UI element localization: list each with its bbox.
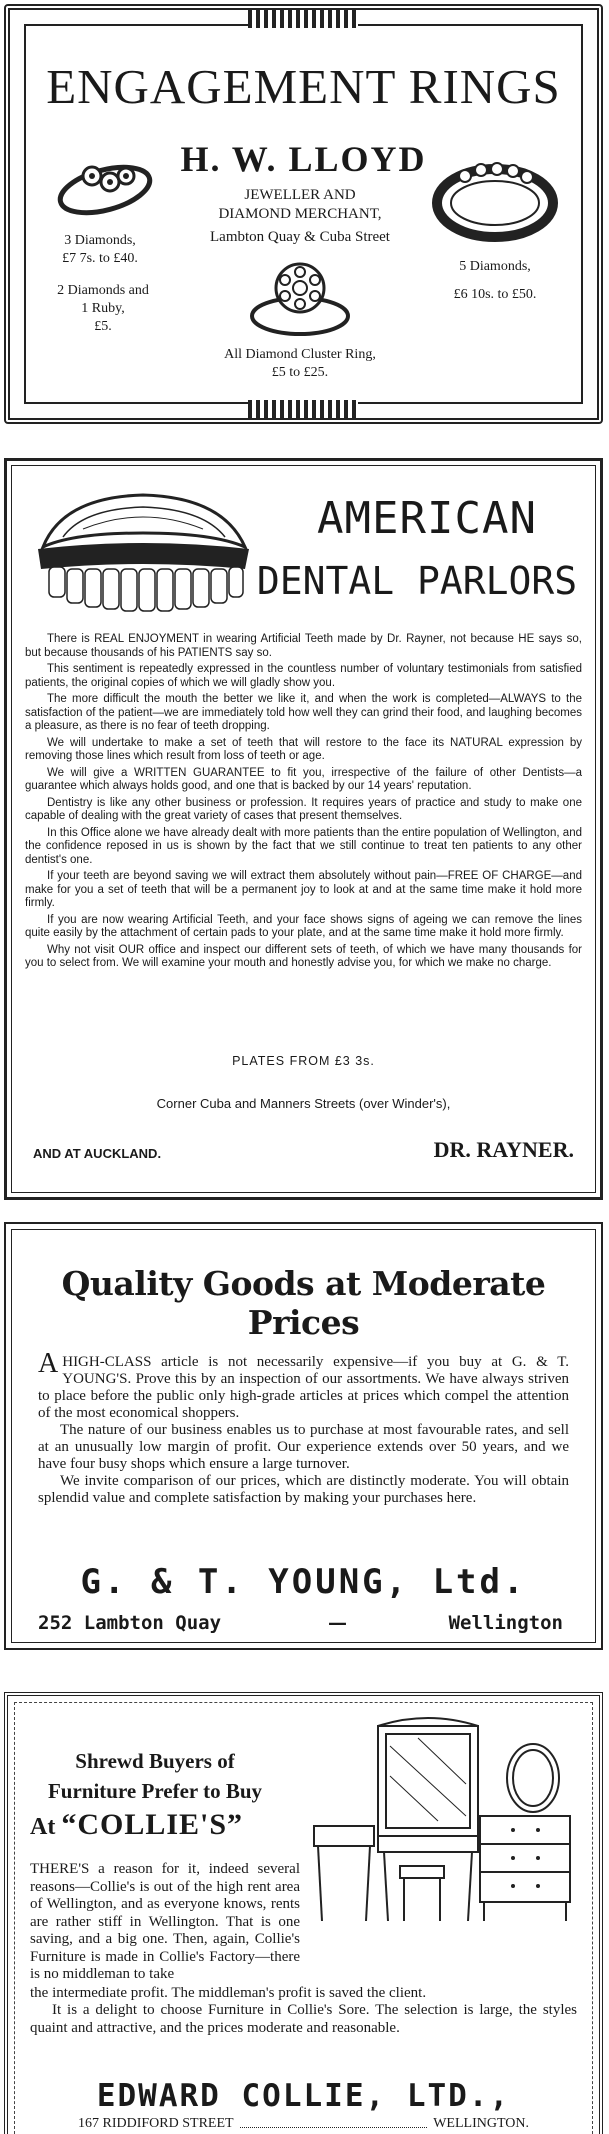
collie-heading-line: Furniture Prefer to Buy (47, 1779, 263, 1803)
quality-paragraph: The nature of our business enables us to purchase at most favourable rates, and sell at an unusually low margin of profit. Our experience extends over 50 years, and we have four busy shops which ensure a large turnover. (38, 1422, 569, 1472)
young-city: Wellington (448, 1612, 563, 1634)
caption-line: All Diamond Cluster Ring, (224, 347, 376, 362)
ad1-headline: ENGAGEMENT RINGS (46, 59, 561, 114)
dental-paragraph: In this Office alone we have already dealt with more patients than the entire population of Wellington, and the confidence reposed in us is shown by the fact that we still continue to treat ten patients to any other dentist's one. (25, 826, 582, 866)
caption-line: £7 7s. to £40. (62, 251, 138, 266)
ring-left-icon (50, 148, 160, 228)
dental-paragraph: The more difficult the mouth the better we like it, and when the work is completed—ALWAYS to the satisfaction of the patient—we are immediately told how well they can grind their food, and laughing becomes a pleasure, as there is no fear of teeth dropping. (25, 693, 582, 732)
caption-line: £6 10s. to £50. (453, 287, 537, 302)
brand-prefix: At (30, 1814, 56, 1840)
jeweller-subtitle-2: DIAMOND MERCHANT, (218, 206, 382, 222)
jeweller-address: Lambton Quay & Cuba Street (210, 229, 390, 245)
quality-paragraph: We invite comparison of our prices, which are distinctly moderate. You will obtain splendid value and complete satisfaction by making your purchases here. (38, 1473, 569, 1506)
dotted-leader (240, 2116, 428, 2128)
young-address: 252 Lambton Quay (38, 1612, 222, 1634)
engagement-rings-ad (4, 4, 603, 424)
plates-price: PLATES FROM £3 3s. (232, 1054, 375, 1068)
collie-brand-line (30, 1808, 243, 1842)
young-firm-name: G. & T. YOUNG, Ltd. (80, 1562, 527, 1602)
quality-headline: Quality Goods at Moderate Prices (61, 1264, 546, 1342)
dental-title-2: DENTAL PARLORS (256, 559, 578, 603)
caption-line: £5. (94, 319, 112, 334)
caption-line: 1 Ruby, (81, 301, 125, 316)
collie-heading (30, 1746, 280, 1806)
quality-goods-ad (4, 1222, 603, 1650)
collie-wide-paragraph: It is a delight to choose Furniture in Collie's Sore. The selection is large, the styles quaint and attractive, and the prices moderate and reasonable. (30, 2002, 577, 2036)
jeweller-name: H. W. LLOYD (180, 139, 427, 179)
caption-line: 2 Diamonds and (57, 283, 149, 298)
dental-title-1: AMERICAN (317, 493, 537, 544)
caption-line: 3 Diamonds, (64, 233, 136, 248)
dental-parlors-ad (4, 458, 603, 1200)
collie-wide-line: the intermediate profit. The middleman's profit is saved the client. (30, 1984, 427, 2001)
ring-cluster-icon (245, 256, 355, 341)
ring-cluster-caption (200, 346, 400, 382)
caption-line: 5 Diamonds, (459, 259, 531, 274)
jeweller-subtitle-1: JEWELLER AND (244, 187, 356, 203)
collies-furniture-ad (4, 1692, 603, 2134)
ring-right-icon (425, 158, 565, 248)
dental-paragraph: There is REAL ENJOYMENT in wearing Artificial Teeth made by Dr. Rayner, not because HE says so, but because thousands of his PATIENTS say so. (25, 633, 582, 659)
collie-body-text (30, 1861, 577, 2037)
dental-paragraph: This sentiment is repeatedly expressed in the countless number of voluntary testimonials from satisfied patients, the original copies of which we will gladly show you. (25, 663, 582, 689)
brand-name: “COLLIE'S” (61, 1808, 244, 1841)
quality-paragraph-text: HIGH-CLASS article is not necessarily expensive—if you buy at G. & T. YOUNG'S. Prove this by an inspection of our assortments. We have always striven to place before the public only high-grade articles at prices which compel the attention of the most economical shoppers. (38, 1354, 569, 1421)
auckland-branch: AND AT AUCKLAND. (33, 1146, 162, 1161)
ring-left-top-caption (50, 232, 150, 268)
quality-paragraph (38, 1348, 569, 1422)
collie-heading-line: Shrewd Buyers of (75, 1749, 235, 1773)
dental-paragraph: If your teeth are beyond saving we will extract them absolutely without pain—FREE OF CHARGE—and make for you a set of teeth that will be a permanent joy to look at and at the same time make it hold more firmly. (25, 870, 582, 909)
dental-paragraph: If you are now wearing Artificial Teeth, and your face shows signs of ageing we can remove the lines quite easily by the attachment of certain pads to your plate, and at the same time make it hold more firmly. (25, 913, 582, 939)
dental-paragraph: Why not visit OUR office and inspect our different sets of teeth, of which we have many thousands for you to select from. We will examine your mouth and honestly advise you, for which we make no charge. (25, 943, 582, 969)
ornament-bottom (248, 400, 358, 422)
ornament-top (248, 6, 358, 28)
quality-body-text (38, 1348, 569, 1507)
collie-narrow-paragraph: THERE'S a reason for it, indeed several reasons—Collie's is out of the high rent area of Wellington, and as everyone knows, rents are rather stiff in Wellington. That is one saving, and a big one. Then, again, Collie's Furniture is made in Collie's Factory—there is no middleman to take (30, 1861, 300, 1982)
ring-right-caption (430, 258, 560, 304)
caption-line: £5 to £25. (271, 365, 329, 380)
dental-paragraph: We will give a WRITTEN GUARANTEE to fit you, irrespective of the failure of other Dentists—a guarantee which always holds good, and one that is backed by our 14 years' reputation. (25, 766, 582, 792)
address-dash: — (328, 1612, 347, 1634)
dental-paragraph: Dentistry is like any other business or profession. It requires years of practice and study to make one capable of dealing with the great variety of cases that present themselves. (25, 796, 582, 822)
dentures-icon (23, 477, 263, 627)
collie-address (78, 2116, 529, 2132)
collie-wide-text (30, 1985, 577, 2038)
dental-address: Corner Cuba and Manners Streets (over Winder's), (156, 1096, 451, 1111)
doctor-name: DR. RAYNER. (433, 1137, 574, 1162)
dental-body-text (25, 633, 582, 974)
collie-city: WELLINGTON. (433, 2116, 529, 2131)
collie-street: 167 RIDDIFORD STREET (78, 2116, 234, 2131)
drop-cap: A (38, 1348, 59, 1379)
ring-left-bottom-caption (48, 282, 158, 336)
dental-paragraph: We will undertake to make a set of teeth that will restore to the face its NATURAL expression by removing those lines which result from loss of teeth or age. (25, 736, 582, 762)
collie-firm-name: EDWARD COLLIE, LTD., (96, 2078, 511, 2114)
